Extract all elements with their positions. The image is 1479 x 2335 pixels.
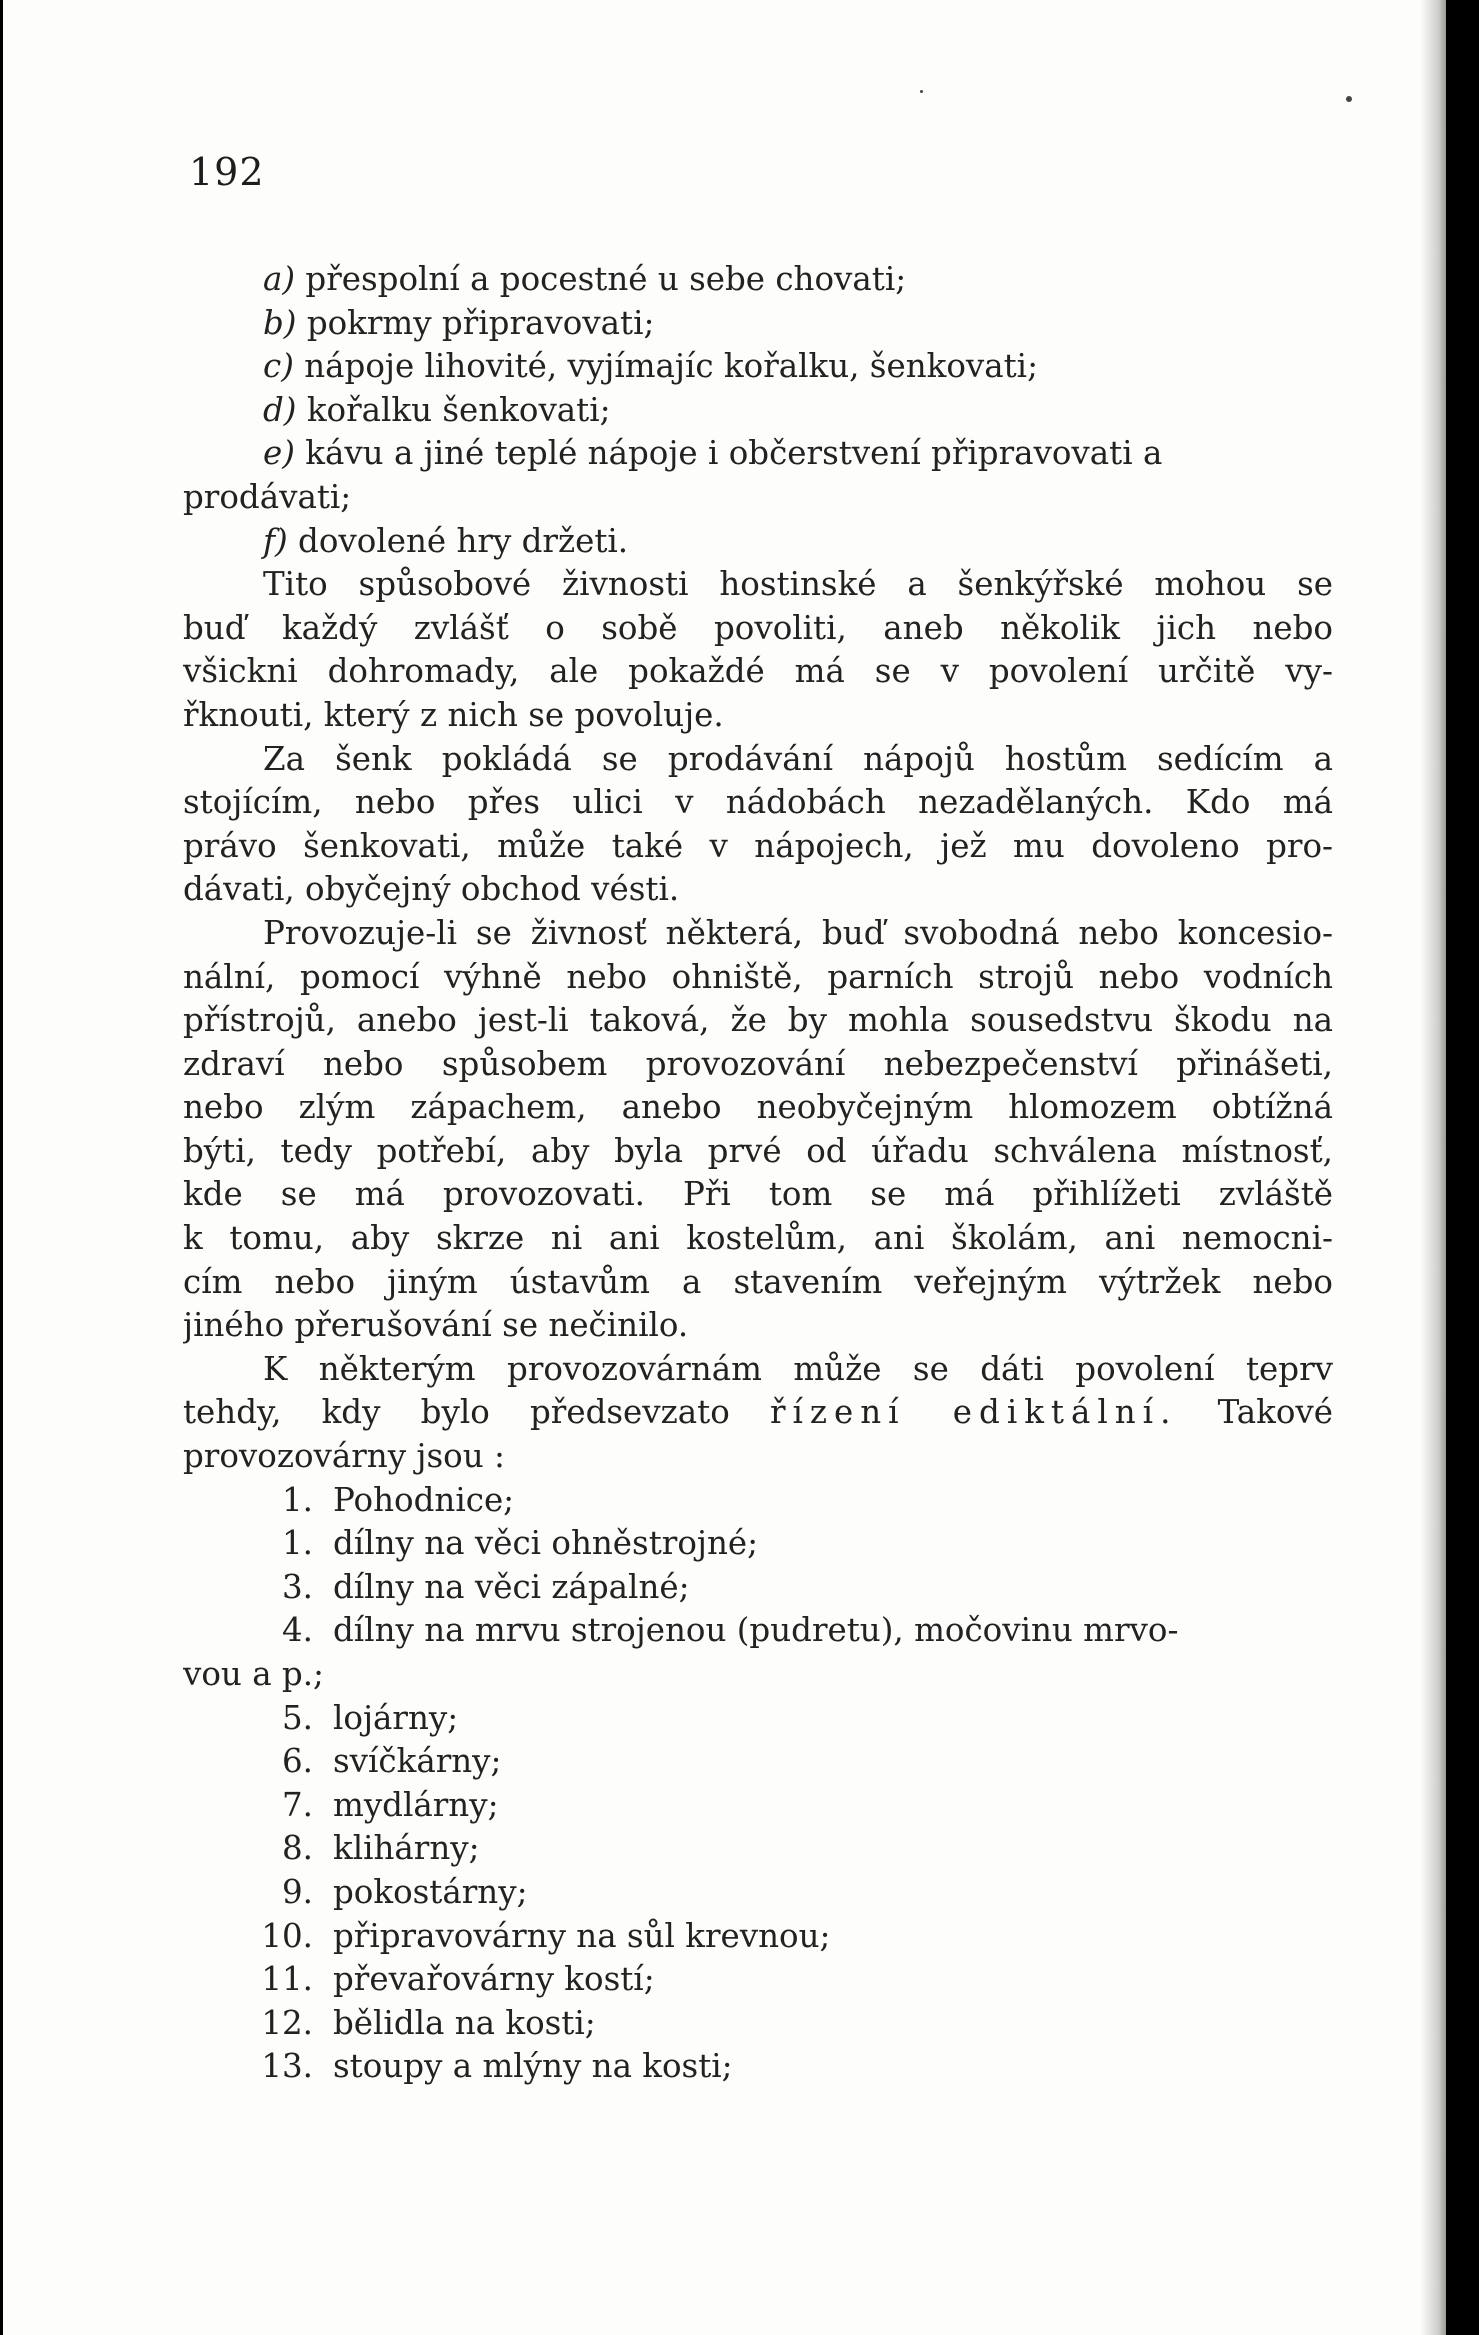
- paragraph-line: [183, 1391, 1333, 1435]
- paragraph-line: jiného přerušování se nečinilo.: [183, 1306, 689, 1345]
- text-line: [183, 520, 1333, 564]
- list-text: svíčkárny;: [333, 1742, 502, 1781]
- list-item: [183, 1697, 1333, 1741]
- scanned-page: [3, 0, 1446, 2335]
- line-text: kávu a jiné teplé nápoje i občerstvení připravovati a: [294, 434, 1163, 473]
- item-mark: c): [263, 347, 294, 386]
- list-item: [183, 1566, 1333, 1610]
- list-item: [183, 1827, 1333, 1871]
- paragraph-line: býti, tedy potřebí, aby byla prvé od úřadu schválena místnosť,: [183, 1131, 1333, 1170]
- scan-speck: [920, 90, 923, 93]
- paragraph-line: nální, pomocí výhně nebo ohniště, parních strojů nebo vodních: [183, 957, 1333, 996]
- paragraph-line: stojícím, nebo přes ulici v nádobách nezadělaných. Kdo má: [183, 783, 1333, 822]
- list-number: 1.: [281, 1524, 313, 1563]
- text-line: [183, 345, 1333, 389]
- paragraph-line: Tito spůsobové živnosti hostinské a šenkýřské mohou se: [263, 565, 1333, 604]
- list-number: 6.: [281, 1742, 313, 1781]
- text-line: [183, 258, 1333, 302]
- list-text: dílny na věci zápalné;: [333, 1567, 690, 1606]
- line-text: dovolené hry držeti.: [287, 521, 629, 560]
- scan-speck: [1346, 96, 1352, 102]
- list-text: dílny na mrvu strojenou (pudretu), močovinu mrvo-: [333, 1611, 1179, 1650]
- list-number: 8.: [281, 1829, 313, 1868]
- list-number: 9.: [281, 1872, 313, 1911]
- list-text: klihárny;: [333, 1829, 480, 1868]
- list-text: převařovárny kostí;: [333, 1960, 655, 1999]
- paragraph-line: k tomu, aby skrze ni ani kostelům, ani školám, ani nemocni-: [183, 1219, 1333, 1258]
- list-item: [183, 1479, 1333, 1523]
- paragraph-line: cím nebo jiným ústavům a stavením veřejným výtržek nebo: [183, 1262, 1333, 1301]
- list-number: 7.: [281, 1785, 313, 1824]
- item-mark: a): [263, 260, 296, 298]
- line-text: Takové: [1177, 1393, 1333, 1432]
- paragraph-line: provozovárny jsou :: [183, 1437, 505, 1476]
- paragraph-line: dávati, obyčejný obchod vésti.: [183, 870, 680, 909]
- line-text: přespolní a pocestné u sebe chovati;: [295, 260, 907, 298]
- list-continuation: vou a p.;: [183, 1655, 324, 1693]
- paragraph-line: kde se má provozovati. Při tom se má přihlížeti zvláště: [183, 1175, 1333, 1214]
- page-number: 192: [189, 150, 265, 194]
- list-item: [183, 1784, 1333, 1828]
- list-text: bělidla na kosti;: [333, 2003, 596, 2042]
- paragraph-line: všickni dohromady, ale pokaždé má se v povolení určitě vy-: [183, 652, 1333, 691]
- paragraph-line: přístrojů, anebo jest-li taková, že by mohla sousedstvu škodu na: [183, 1001, 1333, 1040]
- page-edge-shadow: [1420, 0, 1446, 2335]
- paragraph-line: K některým provozovárnám může se dáti povolení teprv: [263, 1349, 1333, 1388]
- text-line: [183, 389, 1333, 433]
- paragraph-line: buď každý zvlášť o sobě povoliti, aneb několik jich nebo: [183, 608, 1333, 647]
- paragraph-line: nebo zlým zápachem, anebo neobyčejným hlomozem obtížná: [183, 1088, 1333, 1127]
- list-text: mydlárny;: [333, 1785, 499, 1824]
- line-text: tehdy, kdy bylo předsevzato: [183, 1393, 770, 1432]
- list-item: [183, 1609, 1333, 1653]
- list-number: 3.: [281, 1567, 313, 1606]
- item-mark: e): [263, 434, 295, 473]
- paragraph-line: Za šenk pokládá se prodávání nápojů hostům sedícím a: [263, 739, 1333, 778]
- list-text: dílny na věci ohněstrojné;: [333, 1524, 759, 1563]
- paragraph-line: zdraví nebo spůsobem provozování nebezpečenství přinášeti,: [183, 1044, 1333, 1083]
- list-text: připravovárny na sůl krevnou;: [333, 1916, 831, 1955]
- list-item: [183, 1740, 1333, 1784]
- list-item: [183, 1915, 1333, 1959]
- list-number: 11.: [261, 1960, 313, 1999]
- text-line: prodávati;: [183, 477, 352, 516]
- list-text: stoupy a mlýny na kosti;: [333, 2047, 733, 2086]
- list-text: lojárny;: [333, 1698, 459, 1737]
- line-text: pokrmy připravovati;: [296, 303, 655, 342]
- list-item: [183, 1522, 1333, 1566]
- list-number: 12.: [261, 2003, 313, 2042]
- list-number: 10.: [261, 1916, 313, 1955]
- text-line: [183, 302, 1333, 346]
- page-text: [183, 258, 1333, 2089]
- item-mark: d): [263, 390, 297, 429]
- list-number: 1.: [281, 1480, 313, 1519]
- text-line: [183, 432, 1333, 476]
- list-number: 13.: [261, 2047, 313, 2086]
- list-item: [183, 1958, 1333, 2002]
- spaced-emphasis: řízení ediktální.: [769, 1393, 1178, 1432]
- list-item: [183, 2045, 1333, 2089]
- list-text: pokostárny;: [333, 1872, 528, 1911]
- line-text: nápoje lihovité, vyjímajíc kořalku, šenkovati;: [293, 347, 1039, 386]
- item-mark: b): [263, 303, 297, 342]
- list-item: [183, 2002, 1333, 2046]
- list-number: 4.: [281, 1611, 313, 1650]
- paragraph-line: Provozuje-li se živnosť některá, buď svobodná nebo koncesio-: [263, 913, 1333, 952]
- paragraph-line: právo šenkovati, může také v nápojech, jež mu dovoleno pro-: [183, 826, 1333, 865]
- paragraph-line: řknouti, který z nich se povoluje.: [183, 695, 724, 734]
- item-mark: f): [263, 521, 288, 560]
- list-number: 5.: [281, 1698, 313, 1737]
- line-text: kořalku šenkovati;: [296, 390, 611, 429]
- list-text: Pohodnice;: [333, 1480, 515, 1519]
- list-item: [183, 1871, 1333, 1915]
